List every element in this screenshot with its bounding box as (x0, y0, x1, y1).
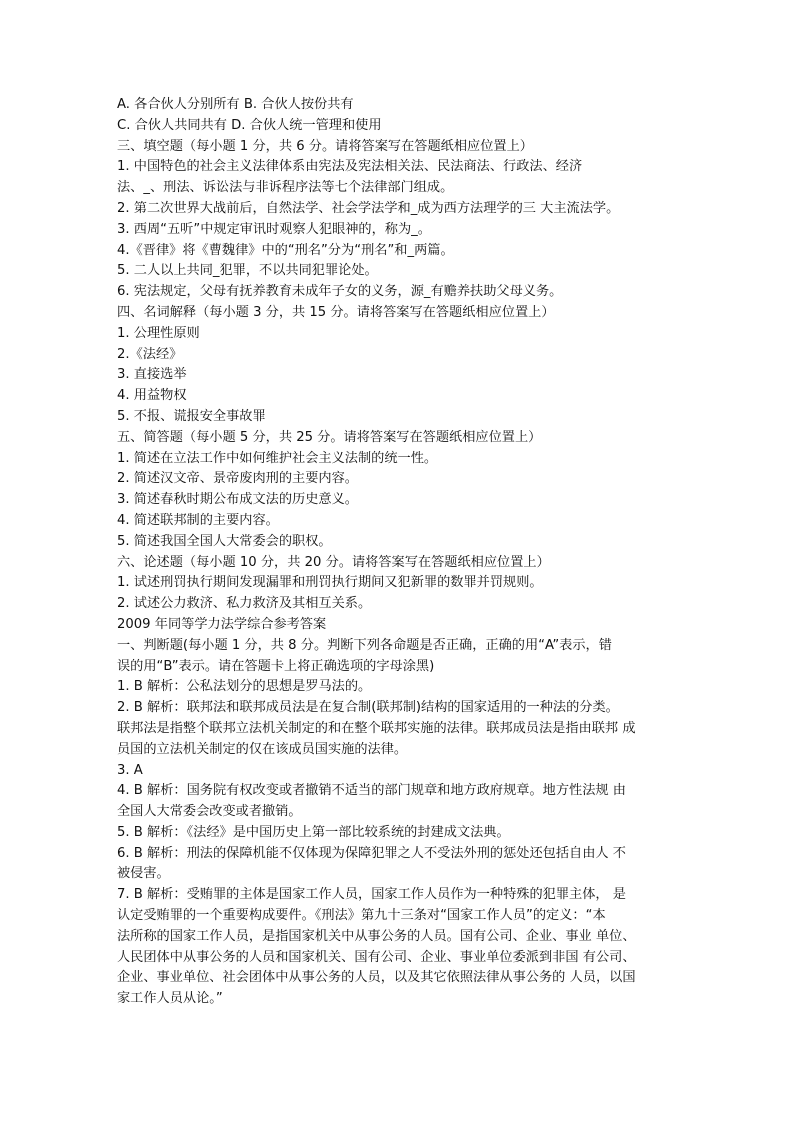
text-line: 1. 试述刑罚执行期间发现漏罪和刑罚执行期间又犯新罪的数罪并罚规则。 (117, 575, 543, 591)
text-line: 1. B 解析：公私法划分的思想是罗马法的。 (117, 679, 372, 695)
text-line: 5. 二人以上共同_犯罪，不以共同犯罪论处。 (117, 263, 378, 279)
text-line: 5. B 解析：《法经》是中国历史上第一部比较系统的封建成文法典。 (117, 824, 510, 840)
text-line: 一、判断题(每小题 1 分，共 8 分。判断下列各命题是否正确，正确的用“A”表示，错 (117, 637, 612, 653)
text-line: 6. 宪法规定，父母有抚养教育未成年子女的义务，源_有赡养扶助父母义务。 (117, 284, 563, 300)
text-line: 认定受贿罪的一个重要构成要件。《刑法》第九十三条对“国家工作人员”的定义：“本 (117, 908, 606, 924)
text-line: 6. B 解析：刑法的保障机能不仅体现为保障犯罪之人不受法外刑的惩处还包括自由人 不 (117, 845, 626, 861)
text-line: 2. 试述公力救济、私力救济及其相互关系。 (117, 596, 372, 612)
text-line: 1. 简述在立法工作中如何维护社会主义法制的统一性。 (117, 450, 438, 466)
text-line: 1. 中国特色的社会主义法律体系由宪法及宪法相关法、民法商法、行政法、经济 (117, 159, 583, 175)
text-line: 1. 公理性原则 (117, 325, 200, 341)
text-line: 误的用“B”表示。请在答题卡上将正确选项的字母涂黑) (117, 658, 435, 674)
text-line: 2. 第二次世界大战前后，自然法学、社会学法学和_成为西方法理学的三 大主流法学。 (117, 200, 620, 216)
text-line: 4. 用益物权 (117, 388, 187, 404)
text-line: 2. 简述汉文帝、景帝废肉刑的主要内容。 (117, 471, 358, 487)
text-line: A. 各合伙人分别所有 B. 合伙人按份共有 (117, 97, 354, 112)
text-line: 3. 西周“五听”中规定审讯时观察人犯眼神的，称为_。 (117, 221, 431, 237)
text-line: 三、填空题（每小题 1 分，共 6 分。请将答案写在答题纸相应位置上） (117, 138, 533, 154)
text-line: 人民团体中从事公务的人员和国家机关、国有公司、企业、事业单位委派到非国 有公司、 (117, 949, 636, 965)
text-line: 四、名词解释（每小题 3 分，共 15 分。请将答案写在答题纸相应位置上） (117, 304, 555, 320)
document-page (117, 95, 677, 1010)
text-line: 2009 年同等学力法学综合参考答案 (117, 616, 327, 632)
text-line: 法所称的国家工作人员，是指国家机关中从事公务的人员。国有公司、企业、事业 单位、 (117, 928, 636, 944)
text-line: 法、_、刑法、诉讼法与非诉程序法等七个法律部门组成。 (117, 180, 454, 196)
text-line: 5. 不报、谎报安全事故罪 (117, 408, 266, 424)
text-line: 家工作人员从论。” (117, 991, 223, 1007)
text-line: 六、论述题（每小题 10 分，共 20 分。请将答案写在答题纸相应位置上） (117, 554, 550, 570)
text-line: 4.《晋律》将《曹魏律》中的“刑名”分为“刑名”和_两篇。 (117, 242, 454, 258)
text-line: 员国的立法机关制定的仅在该成员国实施的法律。 (117, 741, 408, 757)
text-line: C. 合伙人共同共有 D. 合伙人统一管理和使用 (117, 117, 382, 133)
text-line: 3. 简述春秋时期公布成文法的历史意义。 (117, 492, 358, 508)
text-line: 4. B 解析：国务院有权改变或者撤销不适当的部门规章和地方政府规章。地方性法规 由 (117, 783, 626, 799)
text-line: 2. B 解析：联邦法和联邦成员法是在复合制(联邦制)结构的国家适用的一种法的分类。 (117, 700, 619, 716)
text-line: 2.《法经》 (117, 346, 183, 362)
text-line: 五、简答题（每小题 5 分，共 25 分。请将答案写在答题纸相应位置上） (117, 429, 542, 445)
text-line: 4. 简述联邦制的主要内容。 (117, 512, 279, 528)
text-line: 联邦法是指整个联邦立法机关制定的和在整个联邦实施的法律。联邦成员法是指由联邦 成 (117, 720, 636, 736)
text-line: 3. 直接选举 (117, 367, 187, 383)
text-line: 被侵害。 (117, 866, 170, 882)
text-line: 企业、事业单位、社会团体中从事公务的人员，以及其它依照法律从事公务的 人员，以国 (117, 970, 636, 986)
text-line: 7. B 解析：受贿罪的主体是国家工作人员，国家工作人员作为一种特殊的犯罪主体， 是 (117, 887, 626, 903)
text-line: 5. 简述我国全国人大常委会的职权。 (117, 533, 332, 549)
text-line: 3. A (117, 762, 143, 778)
text-line: 全国人大常委会改变或者撤销。 (117, 804, 302, 820)
